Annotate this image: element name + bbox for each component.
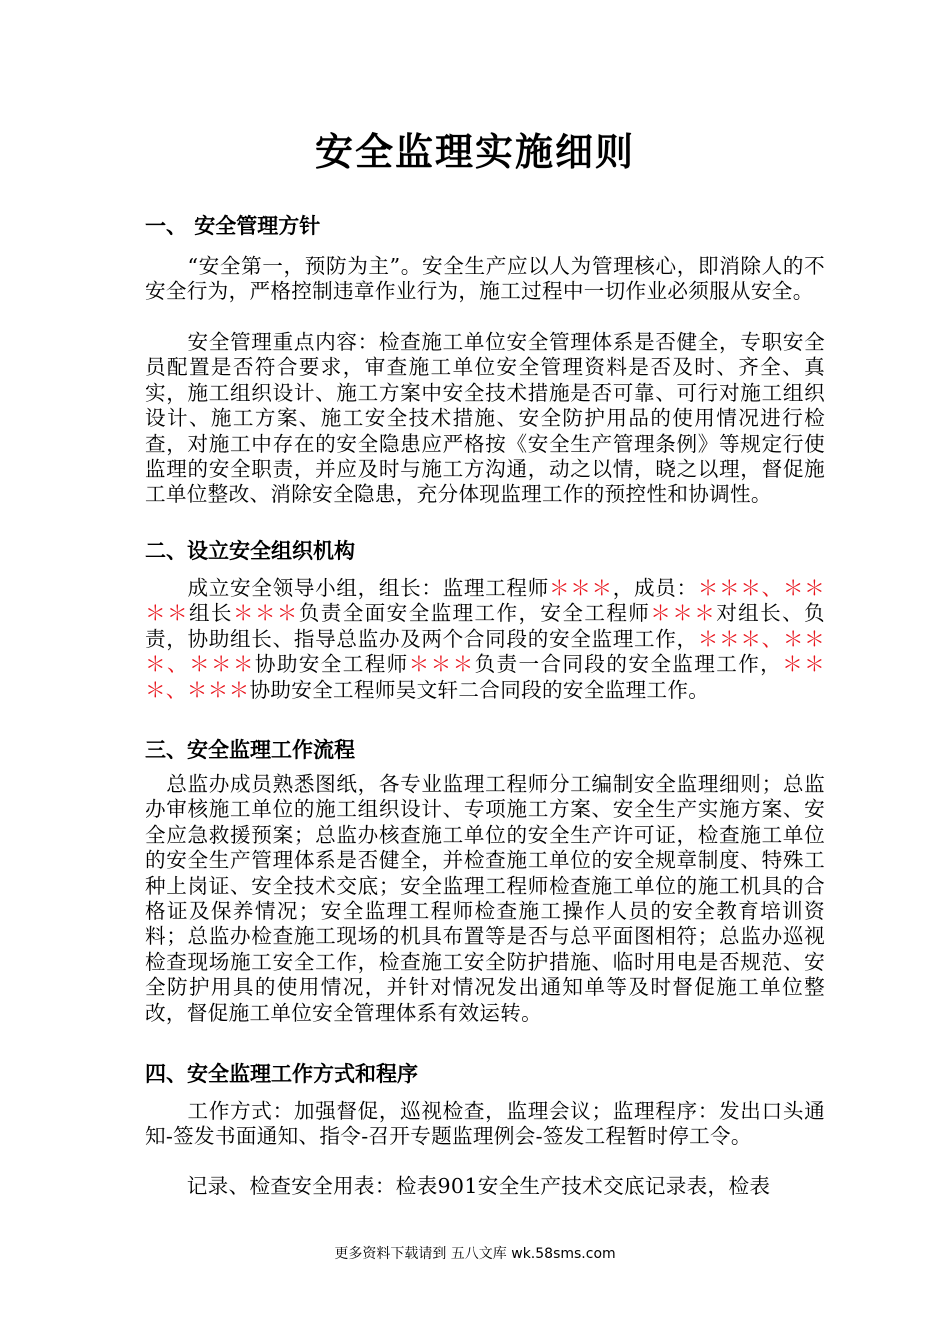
org-text-4: 负责全面安全监理工作，安全工程师 (298, 601, 651, 626)
section-1-paragraph-2: 安全管理重点内容：检查施工单位安全管理体系是否健全，专职安全员配置是否符合要求，审查施工单位安全管理资料是否及时、齐全、真实，施工组织设计、施工方案中安全技术措施是否可靠、可行对施工组织设计、施工方案、施工安全技术措施、安全防护用品的使用情况进行检查，对施工中存在的安全隐患应严格按《安全生产管理条例》等规定行使监理的安全职责，并应及时与施工方沟通，动之以情，晓之以理，督促施工单位整改、消除安全隐患，充分体现监理工作的预控性和协调性。 (145, 330, 825, 507)
section-1-paragraph-1: “安全第一，预防为主”。安全生产应以人为管理核心，即消除人的不安全行为，严格控制违章作业行为，施工过程中一切作业必须服从安全。 (145, 254, 825, 304)
page-footer: 更多资料下载请到 五八文库 wk.58sms.com (334, 1246, 616, 1262)
redacted-name: ＊＊＊、＊＊＊、＊＊＊ (145, 626, 825, 677)
org-text-6: 协助安全工程师 (254, 652, 409, 677)
org-text-2: ，成员： (612, 576, 698, 600)
org-text-3: 组长 (188, 601, 233, 626)
section-3-paragraph: 总监办成员熟悉图纸，各专业监理工程师分工编制安全监理细则；总监办审核施工单位的施工组织设计、专项施工方案、安全生产实施方案、安全应急救援预案；总监办核查施工单位的安全生产许可证，检查施工单位的安全生产管理体系是否健全，并检查施工单位的安全规章制度、特殊工种上岗证、安全技术交底；安全监理工程师检查施工单位的施工机具的合格证及保养情况；安全监理工程师检查施工操作人员的安全教育培训资料；总监办检查施工现场的机具布置等是否与总平面图相符；总监办巡视检查现场施工安全工作，检查施工安全防护措施、临时用电是否规范、安全防护用具的使用情况，并针对情况发出通知单等及时督促施工单位整改，督促施工单位安全管理体系有效运转。 (145, 772, 825, 1025)
redacted-name: ＊＊＊ (408, 652, 475, 677)
section-4-paragraph-1: 工作方式：加强督促，巡视检查，监理会议；监理程序：发出口头通知-签发书面通知、指令-召开专题监理例会-签发工程暂时停工令。 (145, 1099, 825, 1149)
section-4-paragraph-2: 记录、检查安全用表：检表901安全生产技术交底记录表，检表 (145, 1174, 771, 1198)
section-1-heading: 一、 安全管理方针 (145, 214, 321, 238)
org-text-1: 成立安全领导小组，组长：监理工程师 (145, 576, 549, 600)
document-title: 安全监理实施细则 (314, 130, 635, 174)
section-3-heading: 三、安全监理工作流程 (145, 738, 355, 762)
section-2-heading: 二、设立安全组织机构 (145, 539, 355, 563)
redacted-name: ＊＊＊、＊＊＊ (145, 652, 826, 702)
redacted-name: ＊＊＊ (232, 601, 299, 626)
redacted-name: ＊＊＊ (548, 576, 613, 600)
redacted-name: ＊＊＊ (650, 601, 717, 626)
section-4-heading: 四、安全监理工作方式和程序 (145, 1062, 418, 1086)
org-text-8: 协助安全工程师吴文轩二合同段的安全监理工作。 (249, 677, 710, 702)
section-2-paragraph (145, 576, 825, 703)
org-text-5: 对组长、负责，协助组长、指导总监办及两个合同段的安全监理工作， (145, 601, 825, 651)
redacted-name: ＊＊＊、＊＊＊＊ (145, 576, 825, 626)
org-text-7: 负责一合同段的安全监理工作， (474, 652, 783, 677)
